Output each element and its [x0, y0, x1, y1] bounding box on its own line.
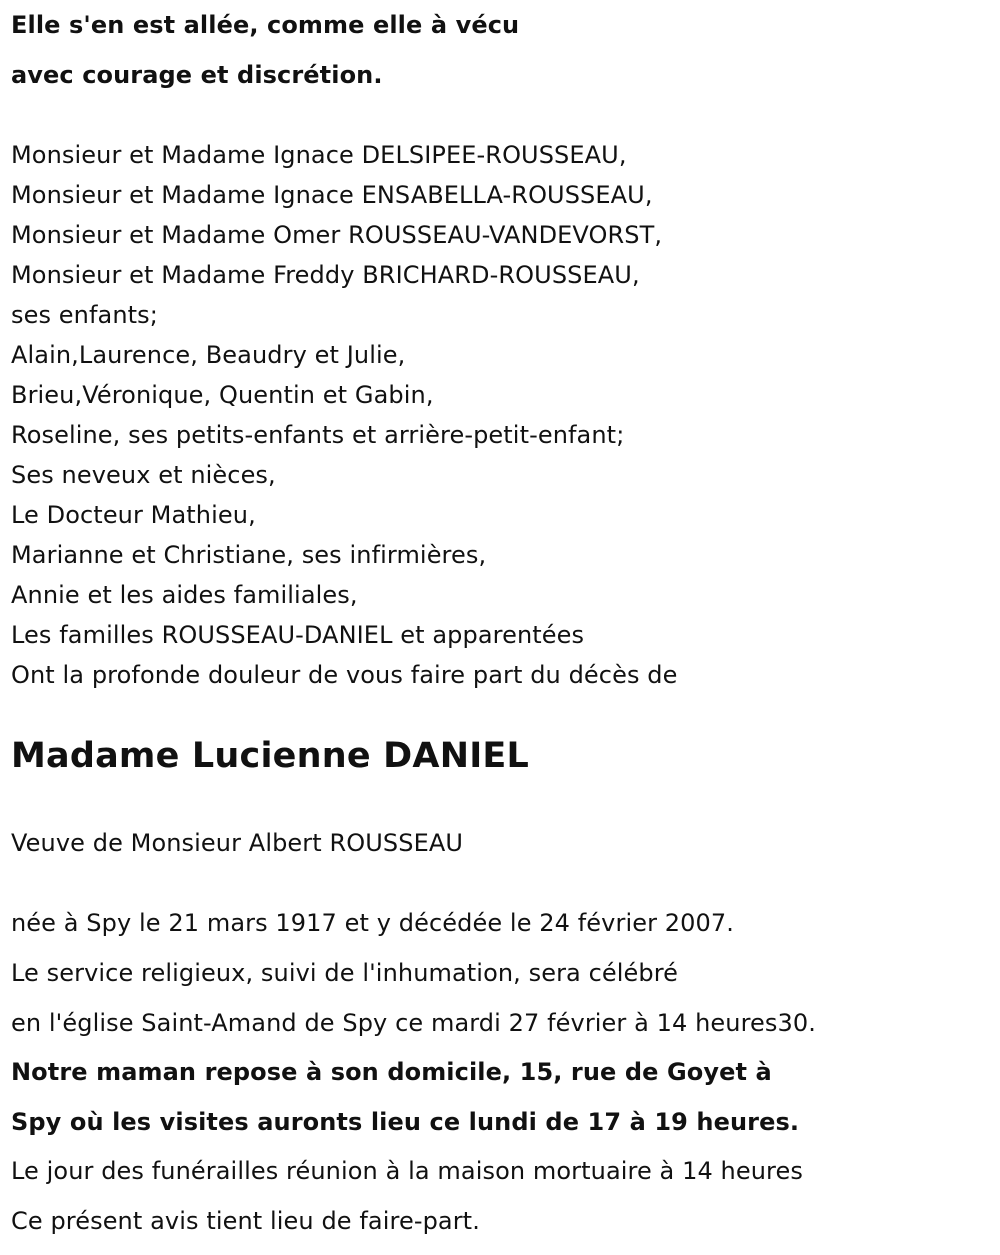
family-line-13: Les familles ROUSSEAU-DANIEL et apparentées: [11, 621, 585, 649]
family-line-10: Le Docteur Mathieu,: [11, 501, 256, 529]
intro-line-1: Elle s'en est allée, comme elle à vécu: [11, 11, 520, 39]
visitation-line-2: Spy où les visites auronts lieu ce lundi de 17 à 19 heures.: [11, 1108, 800, 1136]
details-line-1: née à Spy le 21 mars 1917 et y décédée le 24 février 2007.: [11, 909, 734, 937]
intro-line-2: avec courage et discrétion.: [11, 61, 383, 89]
family-line-9: Ses neveux et nièces,: [11, 461, 276, 489]
family-line-1: Monsieur et Madame Ignace DELSIPEE-ROUSSEAU,: [11, 141, 627, 169]
visitation-line-1: Notre maman repose à son domicile, 15, rue de Goyet à: [11, 1058, 772, 1086]
family-line-2: Monsieur et Madame Ignace ENSABELLA-ROUSSEAU,: [11, 181, 653, 209]
family-line-4: Monsieur et Madame Freddy BRICHARD-ROUSSEAU,: [11, 261, 640, 289]
family-line-5: ses enfants;: [11, 301, 158, 329]
widow-of-line: Veuve de Monsieur Albert ROUSSEAU: [11, 829, 464, 857]
details-line-2: Le service religieux, suivi de l'inhumation, sera célébré: [11, 959, 679, 987]
closing-line-1: Le jour des funérailles réunion à la maison mortuaire à 14 heures: [11, 1157, 803, 1185]
closing-line-2: Ce présent avis tient lieu de faire-part.: [11, 1207, 480, 1235]
family-line-6: Alain,Laurence, Beaudry et Julie,: [11, 341, 406, 369]
family-line-12: Annie et les aides familiales,: [11, 581, 358, 609]
family-line-11: Marianne et Christiane, ses infirmières,: [11, 541, 487, 569]
details-line-3: en l'église Saint-Amand de Spy ce mardi 27 février à 14 heures30.: [11, 1009, 816, 1037]
family-line-14: Ont la profonde douleur de vous faire part du décès de: [11, 661, 678, 689]
family-line-7: Brieu,Véronique, Quentin et Gabin,: [11, 381, 434, 409]
deceased-name: Madame Lucienne DANIEL: [11, 736, 530, 776]
family-line-3: Monsieur et Madame Omer ROUSSEAU-VANDEVORST,: [11, 221, 663, 249]
family-line-8: Roseline, ses petits-enfants et arrière-petit-enfant;: [11, 421, 625, 449]
